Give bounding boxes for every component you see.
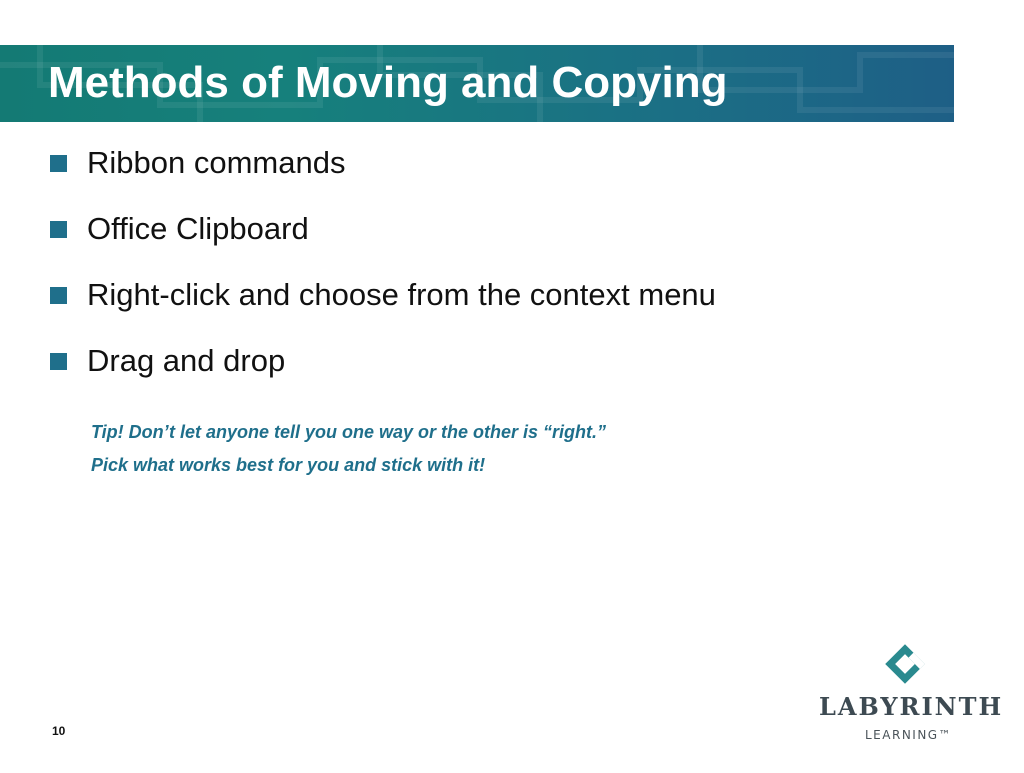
bullet-item (50, 338, 716, 404)
labyrinth-logo (812, 638, 1002, 748)
tip-note (91, 416, 606, 482)
diamond-logo-icon (881, 640, 929, 688)
square-bullet-icon (50, 155, 67, 172)
square-bullet-icon (50, 353, 67, 370)
bullet-label: Right-click and choose from the context menu (87, 277, 716, 312)
bullet-item (50, 272, 716, 338)
logo-wordmark: LABYRINTH (819, 692, 1004, 721)
title-bar (0, 45, 954, 122)
tip-line-1: Tip! Don’t let anyone tell you one way or the other is “right.” (91, 422, 607, 442)
tip-line-2: Pick what works best for you and stick with it! (91, 455, 486, 475)
bullet-label: Office Clipboard (87, 211, 309, 246)
logo-subtitle: LEARNING™ (865, 728, 953, 742)
bullet-item (50, 140, 716, 206)
bullet-item (50, 206, 716, 272)
bullet-label: Ribbon commands (87, 145, 346, 180)
page-number: 10 (52, 724, 66, 738)
bullet-list (50, 140, 716, 404)
square-bullet-icon (50, 287, 67, 304)
slide-title: Methods of Moving and Copying (48, 58, 728, 107)
bullet-label: Drag and drop (87, 343, 286, 378)
square-bullet-icon (50, 221, 67, 238)
